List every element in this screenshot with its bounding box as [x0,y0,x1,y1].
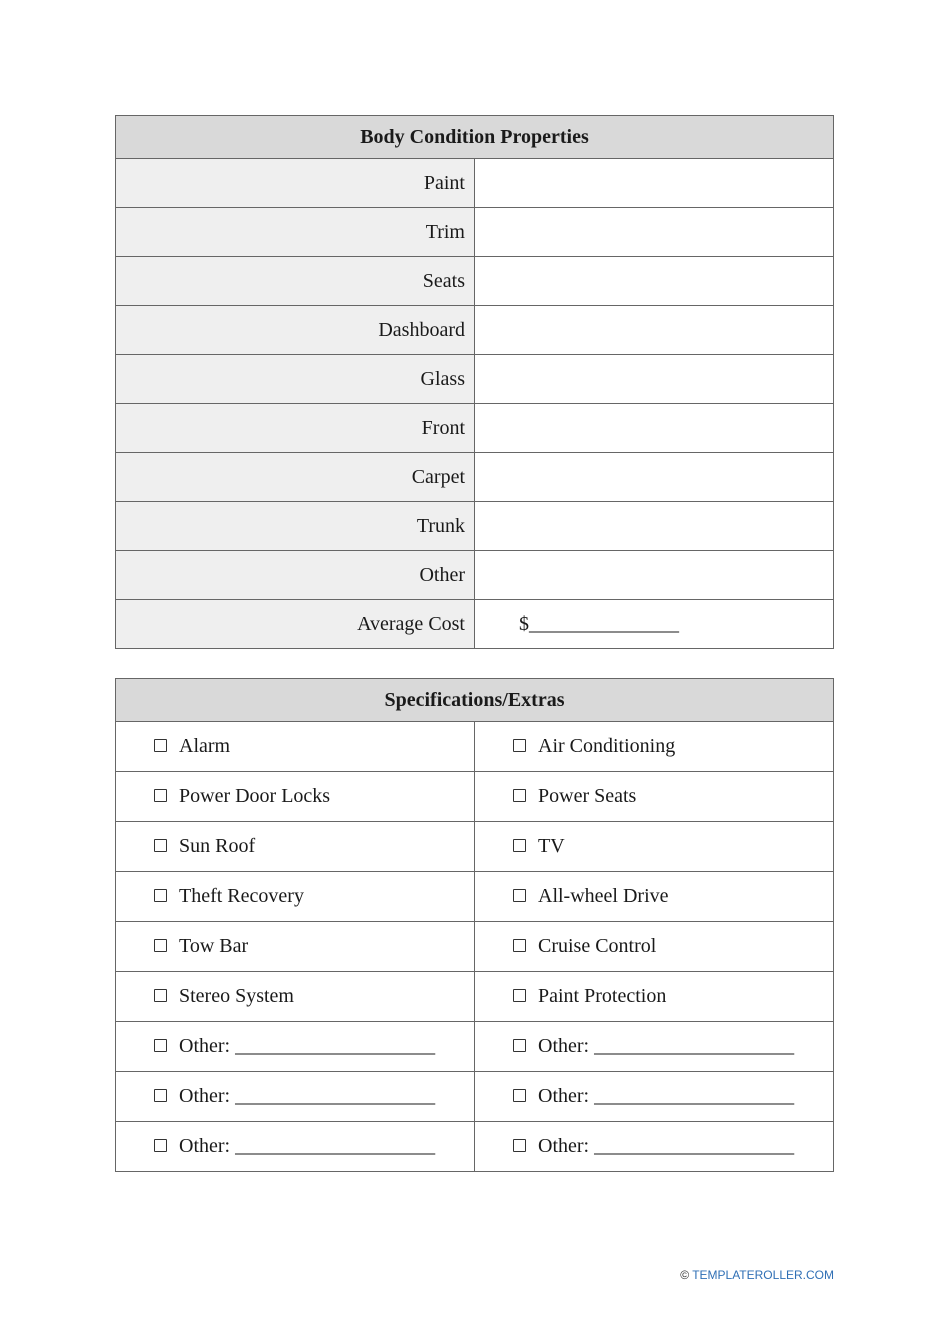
spec-option[interactable] [475,835,833,858]
spec-option[interactable] [475,935,833,958]
table-row [116,922,834,972]
spec-option-label: Tow Bar [179,935,249,957]
row-label-trunk: Trunk [116,502,475,551]
row-label-seats: Seats [116,257,475,306]
checkbox-icon[interactable] [513,739,526,752]
spec-cell-right [475,722,834,772]
specifications-table [115,678,834,1172]
checkbox-icon[interactable] [154,1139,167,1152]
spec-cell-right [475,1122,834,1172]
spec-option-label: Other: ____________________ [179,1135,436,1157]
glass-field[interactable] [475,355,834,404]
row-label-paint: Paint [116,159,475,208]
spec-option-label: Theft Recovery [179,885,304,907]
row-label-carpet: Carpet [116,453,475,502]
spec-option-label: Other: ____________________ [179,1085,436,1107]
table-row [116,972,834,1022]
spec-option[interactable] [475,885,833,908]
spec-option[interactable] [475,985,833,1008]
table-row [116,872,834,922]
spec-option-label: Other: ____________________ [538,1135,795,1157]
spec-cell-left [116,822,475,872]
spec-option-label: Other: ____________________ [179,1035,436,1057]
spec-option-label: Other: ____________________ [538,1035,795,1057]
spec-cell-left [116,872,475,922]
average-cost-field[interactable]: $_______________ [475,600,834,649]
spec-option[interactable] [116,935,474,958]
trunk-field[interactable] [475,502,834,551]
spec-option-label: Stereo System [179,985,294,1007]
spec-cell-left [116,772,475,822]
spec-option[interactable] [116,785,474,808]
body-condition-title: Body Condition Properties [116,116,834,159]
checkbox-icon[interactable] [154,739,167,752]
table-row [116,453,834,502]
spec-option[interactable] [116,835,474,858]
table-row [116,772,834,822]
table-row [116,722,834,772]
checkbox-icon[interactable] [513,839,526,852]
checkbox-icon[interactable] [513,889,526,902]
spec-cell-right [475,1072,834,1122]
spec-cell-right [475,1022,834,1072]
spec-option-label: Sun Roof [179,835,256,857]
table-row [116,306,834,355]
table-row [116,1072,834,1122]
checkbox-icon[interactable] [513,1089,526,1102]
spec-option[interactable] [475,1135,833,1158]
table-row [116,208,834,257]
spec-option-label: Alarm [179,735,231,757]
spec-cell-right [475,922,834,972]
row-label-dashboard: Dashboard [116,306,475,355]
table-row [116,1022,834,1072]
table-row [116,355,834,404]
spec-option[interactable] [116,885,474,908]
spec-cell-left [116,1122,475,1172]
checkbox-icon[interactable] [154,1039,167,1052]
spec-option-label: All-wheel Drive [538,885,669,907]
spec-option-label: TV [538,835,565,857]
brand-link[interactable]: TEMPLATEROLLER.COM [692,1268,834,1282]
spec-option[interactable] [116,1135,474,1158]
spec-option[interactable] [475,735,833,758]
checkbox-icon[interactable] [154,839,167,852]
spec-cell-left [116,722,475,772]
table-row [116,257,834,306]
table-row [116,551,834,600]
row-label-trim: Trim [116,208,475,257]
checkbox-icon[interactable] [513,1039,526,1052]
trim-field[interactable] [475,208,834,257]
spec-option-label: Power Seats [538,785,637,807]
spec-option[interactable] [116,735,474,758]
table-row [116,502,834,551]
specifications-title: Specifications/Extras [116,679,834,722]
row-label-other: Other [116,551,475,600]
table-row [116,159,834,208]
spec-option-label: Other: ____________________ [538,1085,795,1107]
table-row [116,404,834,453]
row-label-glass: Glass [116,355,475,404]
checkbox-icon[interactable] [513,1139,526,1152]
front-field[interactable] [475,404,834,453]
checkbox-icon[interactable] [154,939,167,952]
spec-cell-left [116,1072,475,1122]
seats-field[interactable] [475,257,834,306]
spec-option-label: Air Conditioning [538,735,676,757]
spec-option[interactable] [475,1085,833,1108]
paint-field[interactable] [475,159,834,208]
body-condition-table [115,115,834,649]
dashboard-field[interactable] [475,306,834,355]
spec-option[interactable] [116,1035,474,1058]
checkbox-icon[interactable] [154,989,167,1002]
spec-option[interactable] [116,985,474,1008]
spec-cell-left [116,922,475,972]
spec-option-label: Paint Protection [538,985,667,1007]
checkbox-icon[interactable] [513,789,526,802]
checkbox-icon[interactable] [154,789,167,802]
other-field[interactable] [475,551,834,600]
spec-cell-right [475,872,834,922]
table-row [116,600,834,649]
carpet-field[interactable] [475,453,834,502]
checkbox-icon[interactable] [513,939,526,952]
spec-cell-left [116,972,475,1022]
spec-option-label: Power Door Locks [179,785,331,807]
spec-option[interactable] [116,1085,474,1108]
copyright-symbol: © [680,1268,690,1282]
spec-cell-right [475,822,834,872]
spec-cell-left [116,1022,475,1072]
checkbox-icon[interactable] [154,889,167,902]
spec-cell-right [475,772,834,822]
checkbox-icon[interactable] [513,989,526,1002]
checkbox-icon[interactable] [154,1089,167,1102]
spec-option-label: Cruise Control [538,935,657,957]
row-label-front: Front [116,404,475,453]
table-row [116,1122,834,1172]
row-label-average-cost: Average Cost [116,600,475,649]
spec-option[interactable] [475,1035,833,1058]
footer-credit [680,1268,834,1282]
table-row [116,822,834,872]
spec-cell-right [475,972,834,1022]
spec-option[interactable] [475,785,833,808]
